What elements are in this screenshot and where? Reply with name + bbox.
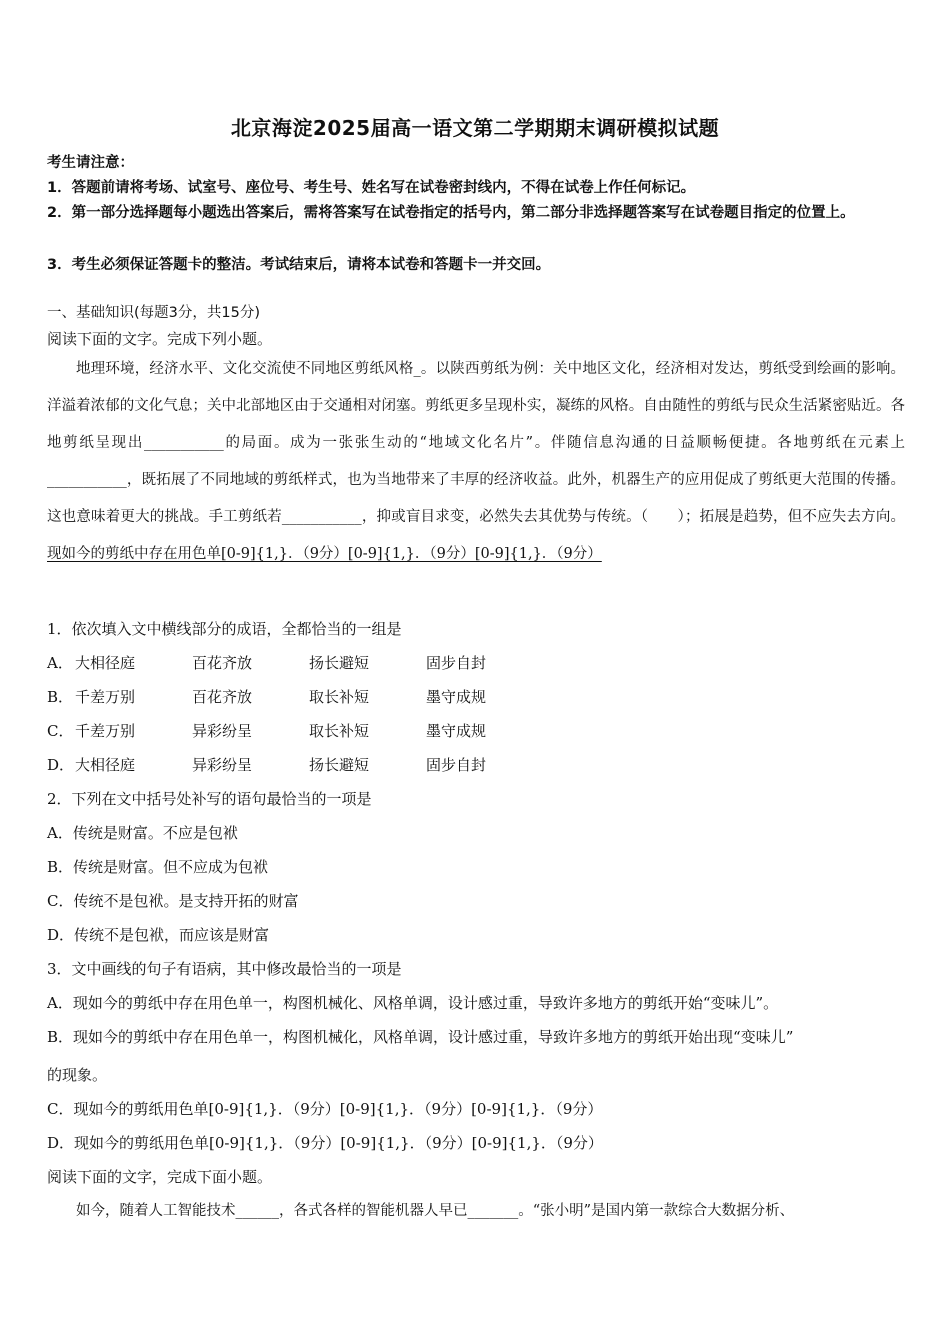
passage-underlined-sentence: 现如今的剪纸中存在用色单[0-9]{1,}．（9分）[0-9]{1,}．（9分）[0-9]{1,}．（9分） [47, 546, 602, 562]
passage-text: 地理环境，经济水平、文化交流使不同地区剪纸风格_。以陕西剪纸为例：关中地区文化，经济相对发达，剪纸受到绘画的影响。洋溢着浓郁的文化气息；关中北部地区由于交通相对闭塞。剪纸更多呈现朴实，凝练的风格。自由随性的剪纸与民众生活紧密贴近。各地剪纸呈现出___________的局面。成为一张张生动的“地域文化名片”。伴随信息沟通的日益顺畅便捷。各地剪纸在元素上___________，既拓展了不同地域的剪纸样式，也为当地带来了丰厚的经济收益。此外，机器生产的应用促成了剪纸更大范围的传播。这也意味着更大的挑战。手工剪纸若___________，抑或盲目求变，必然失去其优势与传统。（ ）；拓展是趋势，但不应失去方向。 [47, 361, 905, 525]
question-2-option-d: D．传统不是包袱，而应该是财富 [47, 926, 270, 944]
question-1-option-d [47, 754, 543, 775]
option-idiom: 大相径庭 [75, 756, 136, 774]
notice-heading: 考生请注意： [47, 155, 134, 171]
notice-item-1: 1．答题前请将考场、试室号、座位号、考生号、姓名写在试卷密封线内，不得在试卷上作任何标记。 [47, 180, 696, 196]
section-heading: 一、基础知识(每题3分，共15分) [47, 305, 260, 321]
option-label: C． [47, 722, 74, 740]
option-idiom: 千差万别 [75, 688, 136, 706]
option-idiom: 固步自封 [426, 654, 487, 672]
option-idiom: 取长补短 [309, 688, 370, 706]
section-instruction: 阅读下面的文字。完成下列小题。 [47, 330, 273, 348]
option-idiom: 取长补短 [309, 722, 370, 740]
option-idiom: 固步自封 [426, 756, 487, 774]
question-2-stem: 2．下列在文中括号处补写的语句最恰当的一项是 [47, 790, 372, 808]
question-1-option-a [47, 652, 543, 673]
page-title: 北京海淀2025届高一语文第二学期期末调研模拟试题 [230, 116, 720, 140]
option-idiom: 大相径庭 [75, 654, 136, 672]
question-1-option-b [47, 686, 543, 707]
option-idiom: 百花齐放 [192, 654, 253, 672]
question-3-stem: 3．文中画线的句子有语病，其中修改最恰当的一项是 [47, 960, 402, 978]
section-2-passage: 如今，随着人工智能技术______，各式各样的智能机器人早已_______。“张小明”是国内第一款综合大数据分析、 [76, 1203, 795, 1219]
question-1-stem: 1．依次填入文中横线部分的成语，全都恰当的一组是 [47, 620, 402, 638]
option-label: D． [47, 756, 75, 774]
notice-item-2: 2．第一部分选择题每小题选出答案后，需将答案写在试卷指定的括号内，第二部分非选择题答案写在试卷题目指定的位置上。 [47, 205, 855, 221]
question-3-option-d: D．现如今的剪纸用色单[0-9]{1,}．（9分）[0-9]{1,}．（9分）[0-9]{1,}．（9分） [47, 1134, 603, 1152]
option-idiom: 墨守成规 [426, 688, 487, 706]
option-idiom: 墨守成规 [426, 722, 487, 740]
question-2-option-b: B．传统是财富。但不应成为包袱 [47, 858, 269, 876]
option-label: B． [47, 688, 74, 706]
question-2-option-c: C．传统不是包袱。是支持开拓的财富 [47, 892, 299, 910]
question-3-option-b: B．现如今的剪纸中存在用色单一，构图机械化，风格单调，设计感过重，导致许多地方的剪纸开始出现“变味儿” [47, 1028, 794, 1046]
question-1-option-c [47, 720, 543, 741]
option-idiom: 千差万别 [75, 722, 136, 740]
passage-paragraph [47, 351, 905, 573]
option-label: A． [47, 654, 73, 672]
notice-item-3: 3．考生必须保证答题卡的整洁。考试结束后，请将本试卷和答题卡一并交回。 [47, 257, 551, 273]
option-idiom: 异彩纷呈 [192, 756, 253, 774]
section-2-instruction: 阅读下面的文字，完成下面小题。 [47, 1168, 273, 1186]
option-idiom: 异彩纷呈 [192, 722, 253, 740]
option-idiom: 百花齐放 [192, 688, 253, 706]
question-2-option-a: A．传统是财富。不应是包袱 [47, 824, 238, 842]
option-idiom: 扬长避短 [309, 756, 370, 774]
question-3-option-a: A．现如今的剪纸中存在用色单一，构图机械化、风格单调，设计感过重，导致许多地方的剪纸开始“变味儿”。 [47, 994, 779, 1012]
question-3-option-b-continued: 的现象。 [47, 1066, 108, 1084]
question-3-option-c: C．现如今的剪纸用色单[0-9]{1,}．（9分）[0-9]{1,}．（9分）[0-9]{1,}．（9分） [47, 1100, 603, 1118]
option-idiom: 扬长避短 [309, 654, 370, 672]
